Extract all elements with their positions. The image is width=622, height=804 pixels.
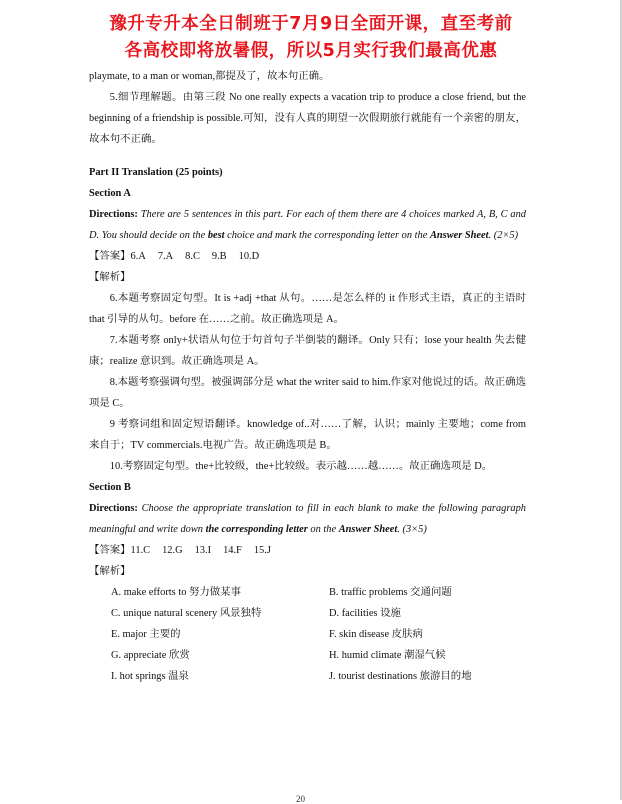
paragraph-continuation: playmate, to a man or woman,都提及了，故本句正确。: [89, 71, 330, 82]
directions-b-text-2: on the: [307, 524, 339, 535]
page-number: 20: [296, 794, 305, 804]
explanation-6: 6.本题考察固定句型。It is +adj +that 从句。……是怎么样的 it 作形式主语，真正的主语时 that 引导的从句。before 在……之前。故正确选项是 A。: [89, 293, 526, 325]
document-body: [89, 66, 526, 687]
option-item: E. major 主要的: [111, 629, 181, 640]
option-row: [111, 624, 526, 645]
directions-a-answer-sheet: Answer Sheet: [429, 230, 489, 241]
answer-key-item: 14.F: [223, 545, 242, 556]
answer-key-item: 15.J: [253, 545, 271, 556]
section-a-heading: Section A: [89, 188, 131, 199]
answer-key-item: 10.D: [238, 251, 260, 262]
answer-key-a: [89, 246, 526, 267]
directions-a: [89, 204, 526, 246]
option-item: G. appreciate 欣赏: [111, 650, 190, 661]
promo-banner-line-2: 各高校即将放暑假，所以5月实行我们最高优惠: [124, 41, 498, 61]
option-item: H. humid climate 潮湿气候: [329, 650, 446, 661]
explanation-5: 5.细节理解题。由第三段 No one really expects a vacation trip to produce a close friend, but the beginning of a friendship is possible.可知，没有人真的期望一次假期旅行就能有一个亲密的朋友，故本句不正确。: [89, 92, 526, 145]
directions-b-emphasis: the corresponding letter: [205, 524, 308, 535]
option-row: [111, 582, 526, 603]
answer-key-b: [89, 540, 526, 561]
option-item: J. tourist destinations 旅游目的地: [329, 671, 472, 682]
option-row: [111, 603, 526, 624]
answer-key-item: 9.B: [211, 251, 227, 262]
option-item: F. skin disease 皮肤病: [329, 629, 423, 640]
analysis-label-b: 【解析】: [89, 566, 131, 577]
directions-a-text-2: choice and mark the corresponding letter on the: [224, 230, 430, 241]
vocabulary-options: [111, 582, 526, 687]
answer-key-b-label: 【答案】11.C: [89, 545, 151, 556]
directions-a-text-1: There are 5 sentences in this part. For each of them there are 4 choices marked A, B, C and D. You should decide on the: [89, 209, 526, 241]
option-item: A. make efforts to 努力做某事: [111, 587, 241, 598]
answer-key-item: 13.I: [194, 545, 212, 556]
part-title: Part II Translation (25 points): [89, 167, 223, 178]
directions-b-answer-sheet: Answer Sheet: [338, 524, 398, 535]
directions-b: [89, 498, 526, 540]
explanation-10: 10.考察固定句型。the+比较级，the+比较级。表示越……越……。故正确选项是 D。: [109, 461, 493, 472]
answer-key-item: 8.C: [185, 251, 200, 262]
answer-key-item: 12.G: [162, 545, 183, 556]
directions-b-label: Directions:: [89, 503, 138, 514]
explanation-7: 7.本题考察 only+状语从句位于句首句子半倒装的翻译。Only 只有；lose your health 失去健康；realize 意识到。故正确选项是 A。: [89, 335, 526, 367]
directions-a-best: best: [207, 230, 225, 241]
directions-b-text-3: . (3×5): [397, 524, 427, 535]
option-item: C. unique natural scenery 风景独特: [111, 608, 262, 619]
explanation-8: 8.本题考察强调句型。被强调部分是 what the writer said to him.作家对他说过的话。故正确选项是 C。: [89, 377, 526, 409]
analysis-label-a: 【解析】: [89, 272, 131, 283]
explanation-9: 9 考察词组和固定短语翻译。knowledge of..对……了解，认识；mainly 主要地；come from 来自于；TV commercials.电视广告。故正确选项是 B。: [89, 419, 526, 451]
option-item: I. hot springs 温泉: [111, 671, 189, 682]
directions-a-text-3: . (2×5): [488, 230, 519, 241]
answer-key-a-label: 【答案】6.A: [89, 251, 146, 262]
option-row: [111, 666, 526, 687]
option-row: [111, 645, 526, 666]
directions-b-text-1: Choose the appropriate translation to fill in each blank to make the following paragraph meaningful and write down: [89, 503, 526, 535]
directions-a-label: Directions:: [89, 209, 138, 220]
answer-key-item: 7.A: [157, 251, 174, 262]
option-item: B. traffic problems 交通问题: [329, 587, 452, 598]
section-b-heading: Section B: [89, 482, 131, 493]
option-item: D. facilities 设施: [329, 608, 401, 619]
promo-banner-line-1: 豫升专升本全日制班于7月9日全面开课，直至考前: [109, 14, 513, 34]
